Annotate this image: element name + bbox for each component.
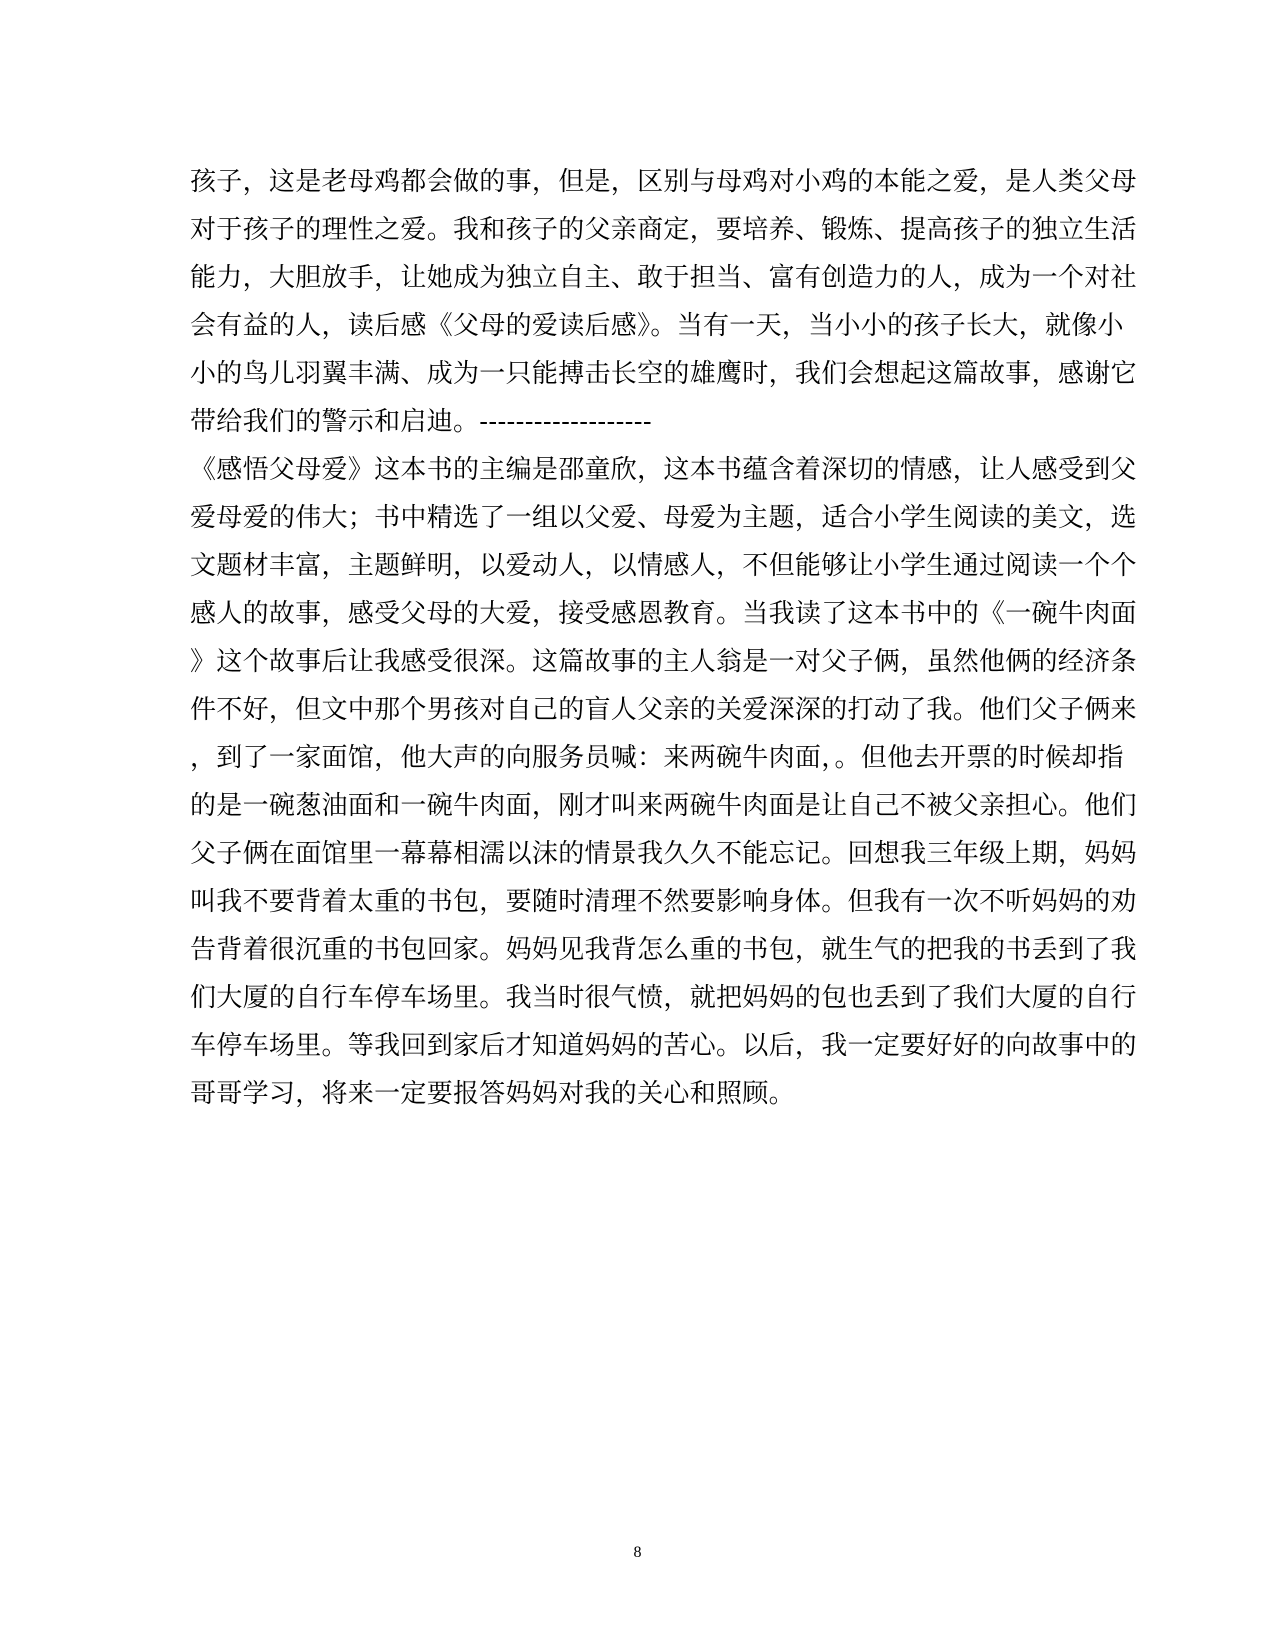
text-line: 爱母爱的伟大；书中精选了一组以父爱、母爱为主题，适合小学生阅读的美文，选 — [190, 503, 1137, 533]
text-line: 告背着很沉重的书包回家。妈妈见我背怎么重的书包，就生气的把我的书丢到了我 — [190, 935, 1137, 965]
text-line: 感人的故事，感受父母的大爱，接受感恩教育。当我读了这本书中的《一碗牛肉面 — [190, 599, 1137, 629]
text-line: 《感悟父母爱》这本书的主编是邵童欣，这本书蕴含着深切的情感，让人感受到父 — [190, 455, 1137, 485]
text-line: 会有益的人，读后感《父母的爱读后感》。当有一天，当小小的孩子长大，就像小 — [190, 311, 1124, 341]
text-line: 哥哥学习，将来一定要报答妈妈对我的关心和照顾。 — [190, 1079, 795, 1109]
text-line: ，到了一家面馆，他大声的向服务员喊：来两碗牛肉面，。但他去开票的时候却指 — [190, 743, 1124, 773]
text-line: 小的鸟儿羽翼丰满、成为一只能搏击长空的雄鹰时，我们会想起这篇故事，感谢它 — [190, 359, 1137, 389]
page-number: 8 — [633, 1544, 642, 1561]
text-line: 们大厦的自行车停车场里。我当时很气愤，就把妈妈的包也丢到了我们大厦的自行 — [190, 983, 1137, 1013]
text-line: 父子俩在面馆里一幕幕相濡以沫的情景我久久不能忘记。回想我三年级上期，妈妈 — [190, 839, 1137, 869]
text-line: 》这个故事后让我感受很深。这篇故事的主人翁是一对父子俩，虽然他俩的经济条 — [190, 647, 1137, 677]
body-text — [190, 158, 1137, 1118]
text-line: 对于孩子的理性之爱。我和孩子的父亲商定，要培养、锻炼、提高孩子的独立生活 — [190, 215, 1137, 245]
text-line: 文题材丰富，主题鲜明，以爱动人，以情感人，不但能够让小学生通过阅读一个个 — [190, 551, 1137, 581]
text-line: 的是一碗葱油面和一碗牛肉面，刚才叫来两碗牛肉面是让自己不被父亲担心。他们 — [190, 791, 1137, 821]
text-line: 能力，大胆放手，让她成为独立自主、敢于担当、富有创造力的人，成为一个对社 — [190, 263, 1137, 293]
text-line: 车停车场里。等我回到家后才知道妈妈的苦心。以后，我一定要好好的向故事中的 — [190, 1031, 1137, 1061]
text-line: 件不好，但文中那个男孩对自己的盲人父亲的关爱深深的打动了我。他们父子俩来 — [190, 695, 1137, 725]
text-line: 孩子，这是老母鸡都会做的事，但是，区别与母鸡对小鸡的本能之爱，是人类父母 — [190, 167, 1137, 197]
text-line: 带给我们的警示和启迪。------------------- — [190, 407, 652, 437]
text-line: 叫我不要背着太重的书包，要随时清理不然要影响身体。但我有一次不听妈妈的劝 — [190, 887, 1137, 917]
